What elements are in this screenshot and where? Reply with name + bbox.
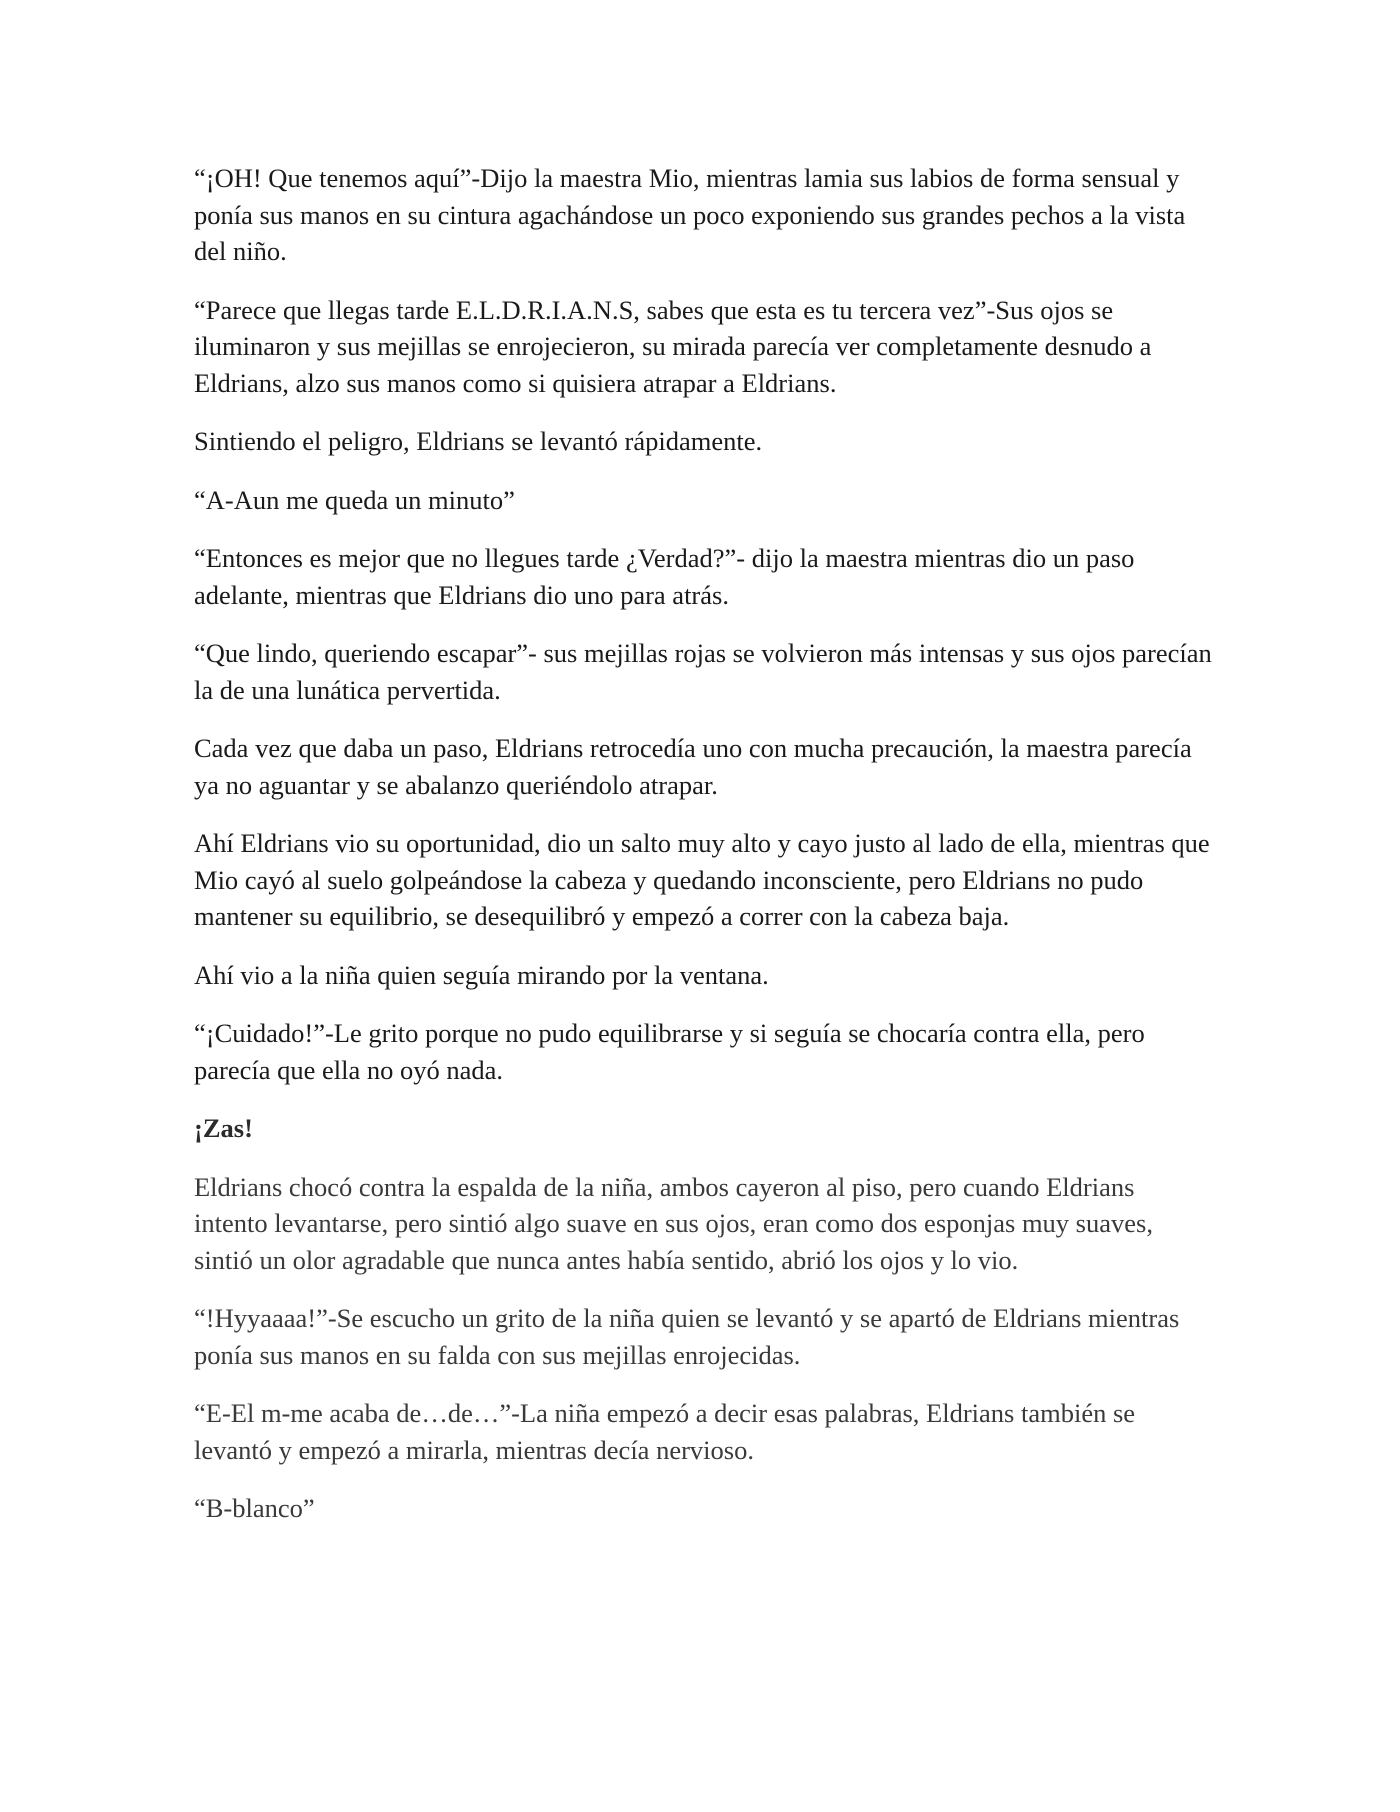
paragraph: “B-blanco”	[194, 1493, 315, 1523]
paragraph: “Entonces es mejor que no llegues tarde ¿Verdad?”- dijo la maestra mientras dio un paso adelante, mientras que Eldrians dio uno para atrás.	[194, 543, 1135, 610]
document-body	[194, 160, 1214, 1549]
paragraph: Ahí vio a la niña quien seguía mirando por la ventana.	[194, 959, 769, 990]
paragraph: Ahí Eldrians vio su oportunidad, dio un salto muy alto y cayo justo al lado de ella, mientras que Mio cayó al suelo golpeándose la cabeza y quedando inconsciente, pero Eldrians no pudo mantener su equilibrio, se desequilibró y empezó a correr con la cabeza baja.	[194, 828, 1210, 931]
sound-effect-heading: ¡Zas!	[194, 1113, 253, 1143]
paragraph: “¡OH! Que tenemos aquí”-Dijo la maestra Mio, mientras lamia sus labios de forma sensual y ponía sus manos en su cintura agachándose un poco exponiendo sus grandes pechos a la vista del niño.	[194, 163, 1186, 266]
paragraph: “Que lindo, queriendo escapar”- sus mejillas rojas se volvieron más intensas y sus ojos parecían la de una lunática pervertida.	[194, 638, 1212, 705]
paragraph: “!Hyyaaaa!”-Se escucho un grito de la niña quien se levantó y se apartó de Eldrians mientras ponía sus manos en su falda con sus mejillas enrojecidas.	[194, 1303, 1180, 1370]
paragraph: “A-Aun me queda un minuto”	[194, 484, 515, 515]
paragraph: “¡Cuidado!”-Le grito porque no pudo equilibrarse y si seguía se chocaría contra ella, pero parecía que ella no oyó nada.	[194, 1018, 1145, 1085]
paragraph: Cada vez que daba un paso, Eldrians retrocedía uno con mucha precaución, la maestra parecía ya no aguantar y se abalanzo queriéndolo atrapar.	[194, 733, 1192, 800]
paragraph: “Parece que llegas tarde E.L.D.R.I.A.N.S, sabes que esta es tu tercera vez”-Sus ojos se iluminaron y sus mejillas se enrojecieron, su mirada parecía ver completamente desnudo a Eldrians, alzo sus manos como si quisiera atrapar a Eldrians.	[194, 294, 1152, 398]
paragraph: Sintiendo el peligro, Eldrians se levantó rápidamente.	[194, 426, 763, 456]
paragraph: Eldrians chocó contra la espalda de la niña, ambos cayeron al piso, pero cuando Eldrians intento levantarse, pero sintió algo suave en sus ojos, eran como dos esponjas muy suaves, sintió un olor agradable que nunca antes había sentido, abrió los ojos y lo vio.	[194, 1171, 1153, 1275]
paragraph: “E-El m-me acaba de…de…”-La niña empezó a decir esas palabras, Eldrians también se levantó y empezó a mirarla, mientras decía nervioso.	[194, 1398, 1136, 1465]
